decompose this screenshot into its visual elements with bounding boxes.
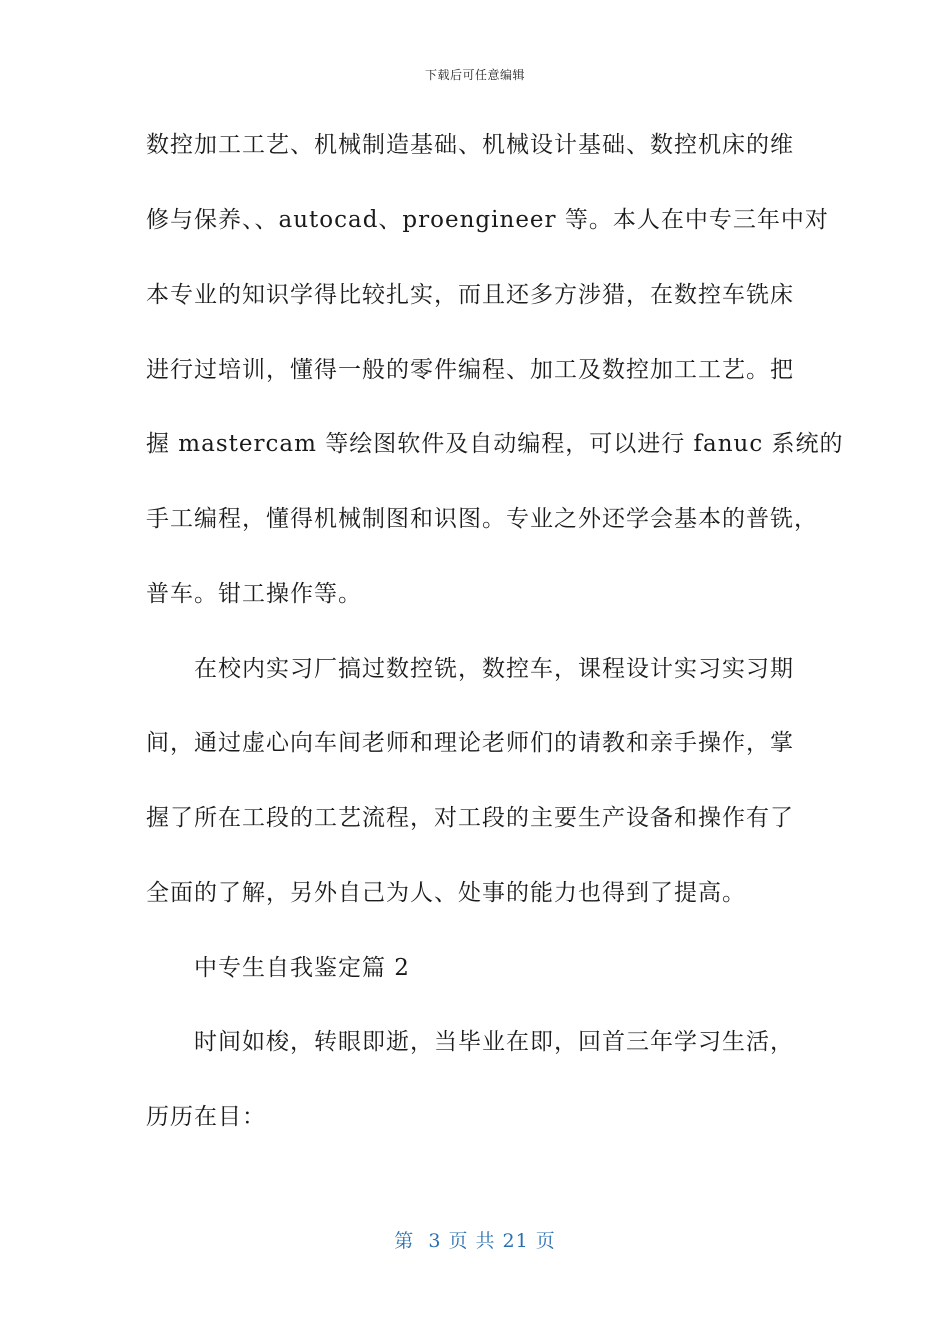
text-line: 历历在目：: [146, 1104, 266, 1130]
paragraph-start-line: 在校内实习厂搞过数控铣，数控车，课程设计实习实习期: [194, 656, 794, 682]
text-line: 全面的了解，另外自己为人、处事的能力也得到了提高。: [146, 880, 746, 906]
page-number-footer: [0, 1226, 950, 1253]
page-header: 下载后可任意编辑: [424, 68, 525, 82]
text-line: 间，通过虚心向车间老师和理论老师们的请教和亲手操作，掌: [146, 730, 794, 756]
paragraph-start-line: 时间如梭，转眼即逝，当毕业在即，回首三年学习生活，: [194, 1029, 794, 1055]
text-line: 握 mastercam 等绘图软件及自动编程，可以进行 fanuc 系统的: [146, 431, 844, 457]
text-line: 普车。钳工操作等。: [146, 581, 362, 607]
section-heading: 中专生自我鉴定篇 2: [194, 955, 410, 981]
text-line: 手工编程，懂得机械制图和识图。专业之外还学会基本的普铣，: [146, 506, 818, 532]
page-number-text: 第 3 页 共 21 页: [394, 1230, 556, 1252]
text-line: 握了所在工段的工艺流程，对工段的主要生产设备和操作有了: [146, 805, 794, 831]
text-line: 进行过培训，懂得一般的零件编程、加工及数控加工工艺。把: [146, 357, 794, 383]
text-line: 修与保养、、autocad、proengineer 等。本人在中专三年中对: [146, 207, 829, 233]
text-line: 本专业的知识学得比较扎实，而且还多方涉猎，在数控车铣床: [146, 282, 794, 308]
text-line: 数控加工工艺、机械制造基础、机械设计基础、数控机床的维: [146, 132, 794, 158]
